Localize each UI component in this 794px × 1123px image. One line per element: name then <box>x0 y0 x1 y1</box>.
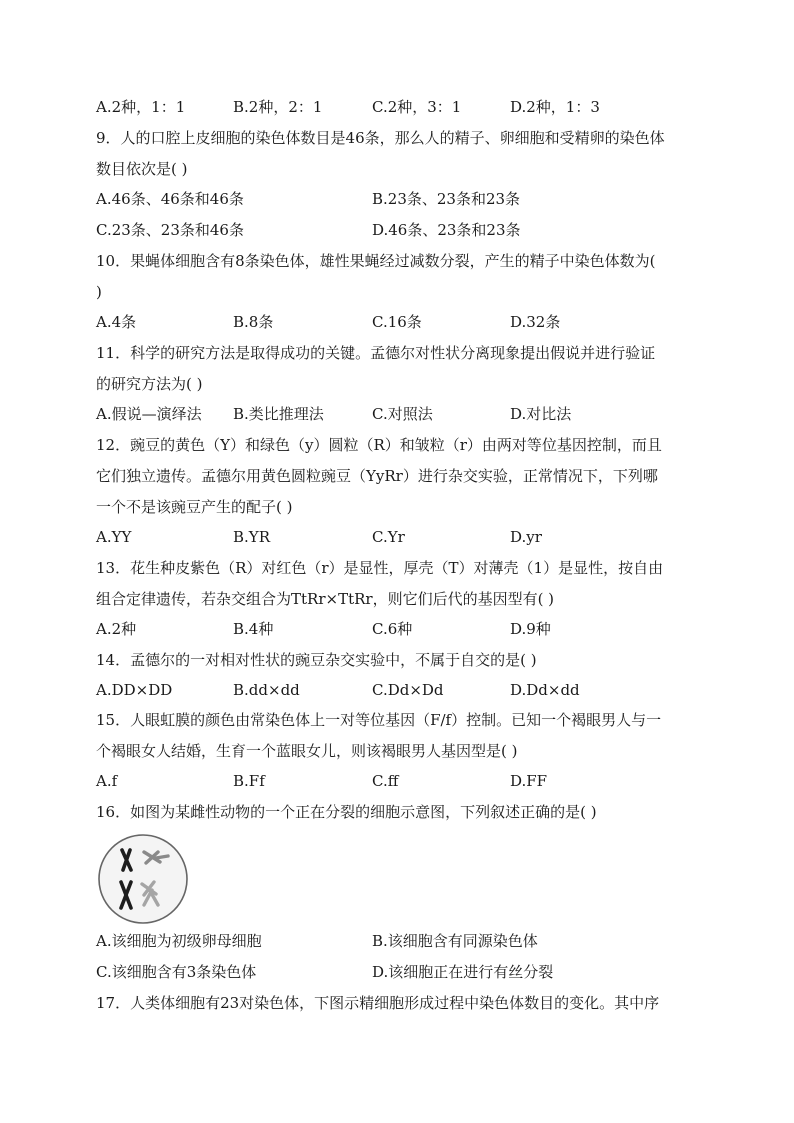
q10-option-c: C.16条 <box>372 313 422 331</box>
q12-option-b: B.YR <box>233 528 270 546</box>
q17-stem-line-1: 17．人类体细胞有23对染色体，下图示精细胞形成过程中染色体数目的变化。其中序 <box>96 994 660 1012</box>
q14-option-d: D.Dd×dd <box>510 681 580 699</box>
q16-option-d: D.该细胞正在进行有丝分裂 <box>372 963 554 981</box>
q14-option-c: C.Dd×Dd <box>372 681 444 699</box>
cell-division-figure <box>96 832 190 926</box>
q16-option-a: A.该细胞为初级卵母细胞 <box>96 932 262 950</box>
q11-option-c: C.对照法 <box>372 405 433 423</box>
q12-option-d: D.yr <box>510 528 542 546</box>
q10-stem-line-1: 10．果蝇体细胞含有8条染色体，雄性果蝇经过减数分裂，产生的精子中染色体数为( <box>96 252 656 270</box>
q10-option-d: D.32条 <box>510 313 561 331</box>
cell-membrane <box>99 835 187 923</box>
q10-stem-line-2: ) <box>96 283 102 301</box>
q13-stem-line-2: 组合定律遗传，若杂交组合为TtRr×TtRr，则它们后代的基因型有( ) <box>96 590 555 608</box>
q16-option-b: B.该细胞含有同源染色体 <box>372 932 538 950</box>
q11-option-b: B.类比推理法 <box>233 405 324 423</box>
q14-option-b: B.dd×dd <box>233 681 300 699</box>
q15-stem-line-2: 个褐眼女人结婚，生育一个蓝眼女儿，则该褐眼男人基因型是( ) <box>96 742 518 760</box>
q13-option-c: C.6种 <box>372 620 413 638</box>
q8-option-a: A.2种，1：1 <box>96 98 186 116</box>
q8-option-b: B.2种，2：1 <box>233 98 323 116</box>
q11-stem-line-1: 11．科学的研究方法是取得成功的关键。孟德尔对性状分离现象提出假说并进行验证 <box>96 344 656 362</box>
q15-option-c: C.ff <box>372 772 399 790</box>
q10-option-a: A.4条 <box>96 313 137 331</box>
q9-option-b: B.23条、23条和23条 <box>372 190 521 208</box>
q9-option-a: A.46条、46条和46条 <box>96 190 244 208</box>
q9-stem-line-2: 数目依次是( ) <box>96 160 188 178</box>
q12-stem-line-2: 它们独立遗传。孟德尔用黄色圆粒豌豆（YyRr）进行杂交实验，正常情况下，下列哪 <box>96 467 658 485</box>
q15-option-a: A.f <box>96 772 118 790</box>
q9-stem-line-1: 9．人的口腔上皮细胞的染色体数目是46条，那么人的精子、卵细胞和受精卵的染色体 <box>96 129 665 147</box>
q12-stem-line-3: 一个不是该豌豆产生的配子( ) <box>96 498 293 516</box>
q13-stem-line-1: 13．花生种皮紫色（R）对红色（r）是显性，厚壳（T）对薄壳（1）是显性，按自由 <box>96 559 664 577</box>
q9-option-c: C.23条、23条和46条 <box>96 221 244 239</box>
q11-option-a: A.假说—演绎法 <box>96 405 202 423</box>
q14-stem-line-1: 14．孟德尔的一对相对性状的豌豆杂交实验中，不属于自交的是( ) <box>96 651 537 669</box>
q12-stem-line-1: 12．豌豆的黄色（Y）和绿色（y）圆粒（R）和皱粒（r）由两对等位基因控制，而且 <box>96 436 662 454</box>
q15-option-b: B.Ff <box>233 772 265 790</box>
q13-option-b: B.4种 <box>233 620 274 638</box>
q12-option-c: C.Yr <box>372 528 405 546</box>
q13-option-d: D.9种 <box>510 620 551 638</box>
q16-stem-line-1: 16．如图为某雌性动物的一个正在分裂的细胞示意图，下列叙述正确的是( ) <box>96 803 597 821</box>
q11-option-d: D.对比法 <box>510 405 572 423</box>
q8-option-c: C.2种，3：1 <box>372 98 462 116</box>
q9-option-d: D.46条、23条和23条 <box>372 221 521 239</box>
q16-option-c: C.该细胞含有3条染色体 <box>96 963 257 981</box>
q15-stem-line-1: 15．人眼虹膜的颜色由常染色体上一对等位基因（F/f）控制。已知一个褐眼男人与一 <box>96 711 662 729</box>
q15-option-d: D.FF <box>510 772 548 790</box>
q12-option-a: A.YY <box>96 528 132 546</box>
q8-option-d: D.2种，1：3 <box>510 98 600 116</box>
q10-option-b: B.8条 <box>233 313 274 331</box>
q14-option-a: A.DD×DD <box>96 681 173 699</box>
q11-stem-line-2: 的研究方法为( ) <box>96 375 203 393</box>
q13-option-a: A.2种 <box>96 620 137 638</box>
